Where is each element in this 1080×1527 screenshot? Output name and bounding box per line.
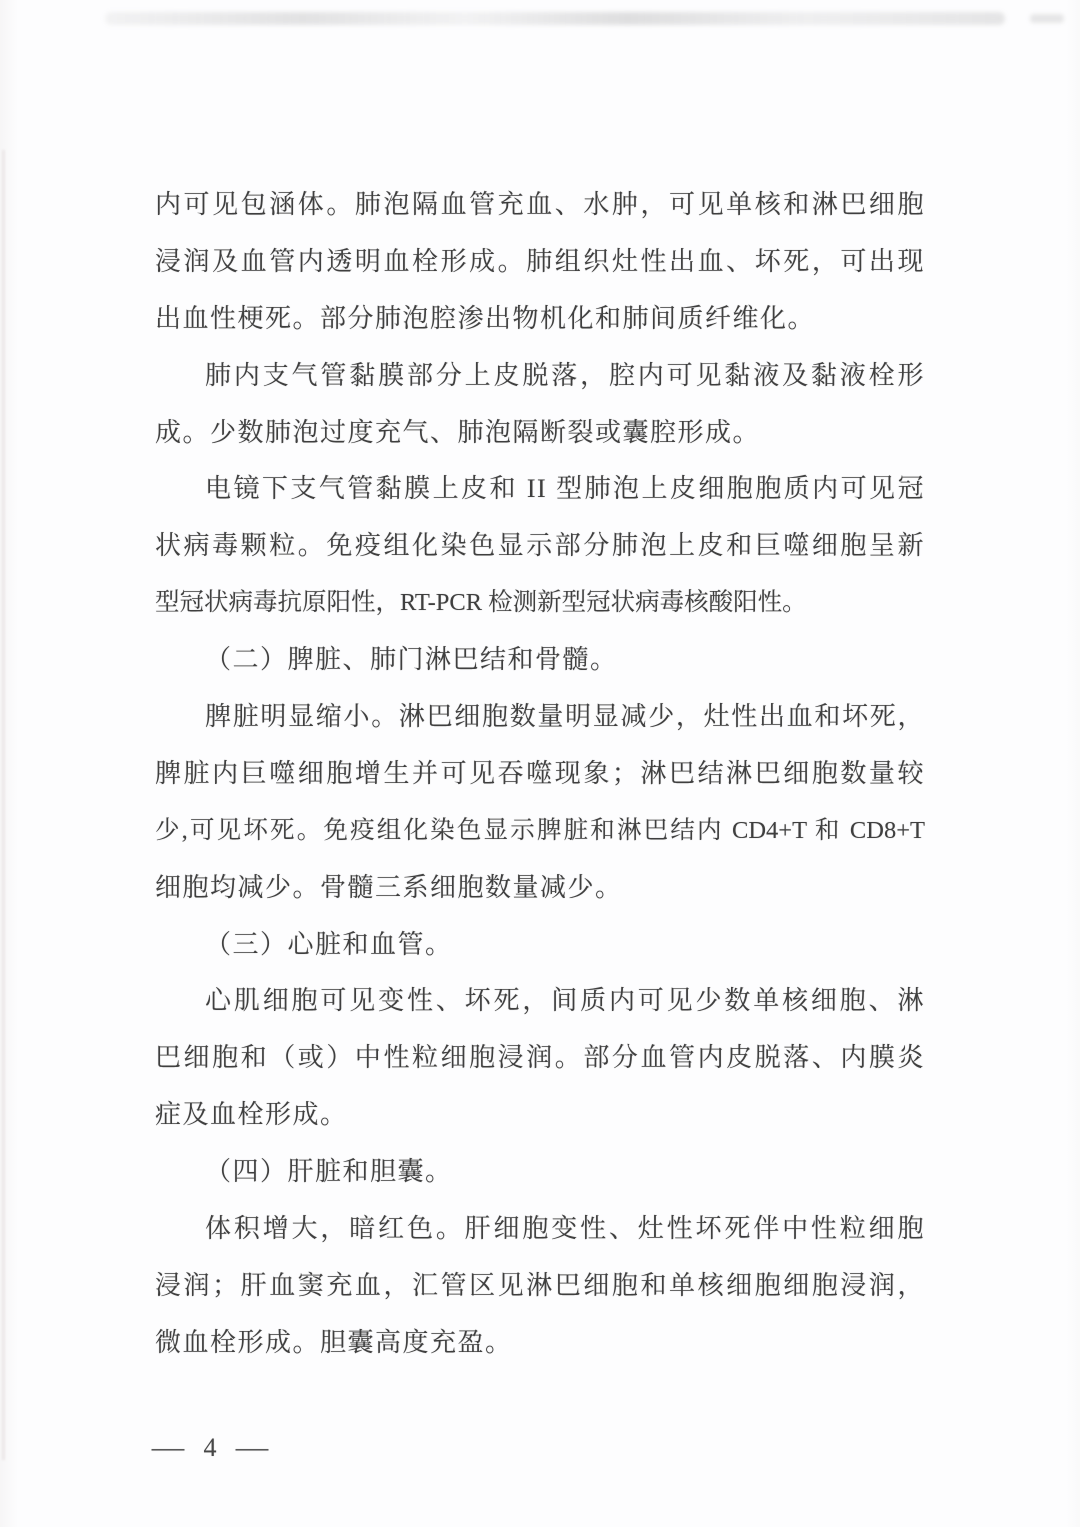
text-line: 状病毒颗粒。免疫组化染色显示部分肺泡上皮和巨噬细胞呈新	[155, 531, 925, 561]
text-line: 肺内支气管黏膜部分上皮脱落，腔内可见黏液及黏液栓形	[205, 360, 925, 390]
text-line: 体积增大，暗红色。肝细胞变性、灶性坏死伴中性粒细胞	[205, 1214, 925, 1244]
text-line: 电镜下支气管黏膜上皮和 II 型肺泡上皮细胞胞质内可见冠	[205, 474, 925, 504]
text-line: 细胞均减少。骨髓三系细胞数量减少。	[155, 872, 623, 902]
text-line: 浸润及血管内透明血栓形成。肺组织灶性出血、坏死，可出现	[155, 246, 925, 276]
scan-smudge-artifact-right	[1030, 14, 1064, 23]
page-number-left-dash: —	[151, 1433, 185, 1462]
scan-smudge-artifact	[105, 12, 1005, 25]
page-number-right-dash: —	[235, 1433, 269, 1462]
text-line: （三）心脏和血管。	[205, 929, 453, 959]
text-line: 脾脏内巨噬细胞增生并可见吞噬现象；淋巴结淋巴细胞数量较	[155, 758, 925, 788]
page-number-footer	[151, 1420, 269, 1476]
document-text-block	[155, 177, 925, 1372]
text-line: 内可见包涵体。肺泡隔血管充血、水肿，可见单核和淋巴细胞	[155, 190, 925, 219]
text-line: （四）肝脏和胆囊。	[205, 1157, 453, 1187]
text-line: 微血栓形成。胆囊高度充盈。	[155, 1327, 513, 1357]
text-line: 浸润；肝血窦充血，汇管区见淋巴细胞和单核细胞细胞浸润，	[155, 1270, 925, 1300]
text-line: 心肌细胞可见变性、坏死，间质内可见少数单核细胞、淋	[205, 986, 925, 1016]
text-line: 症及血栓形成。	[155, 1100, 348, 1130]
text-line: 巴细胞和（或）中性粒细胞浸润。部分血管内皮脱落、内膜炎	[155, 1043, 925, 1073]
text-line: 脾脏明显缩小。淋巴细胞数量明显减少，灶性出血和坏死，	[205, 702, 925, 732]
text-line: （二）脾脏、肺门淋巴结和骨髓。	[205, 645, 618, 675]
text-line: 成。少数肺泡过度充气、肺泡隔断裂或囊腔形成。	[155, 417, 761, 447]
text-line: 出血性梗死。部分肺泡腔渗出物机化和肺间质纤维化。	[155, 303, 816, 333]
text-line: 少,可见坏死。免疫组化染色显示脾脏和淋巴结内 CD4+T 和 CD8+T	[155, 816, 925, 844]
scan-edge-artifact	[2, 150, 5, 1460]
page-number: 4	[203, 1433, 217, 1462]
text-line: 型冠状病毒抗原阳性，RT-PCR 检测新型冠状病毒核酸阳性。	[155, 589, 807, 617]
